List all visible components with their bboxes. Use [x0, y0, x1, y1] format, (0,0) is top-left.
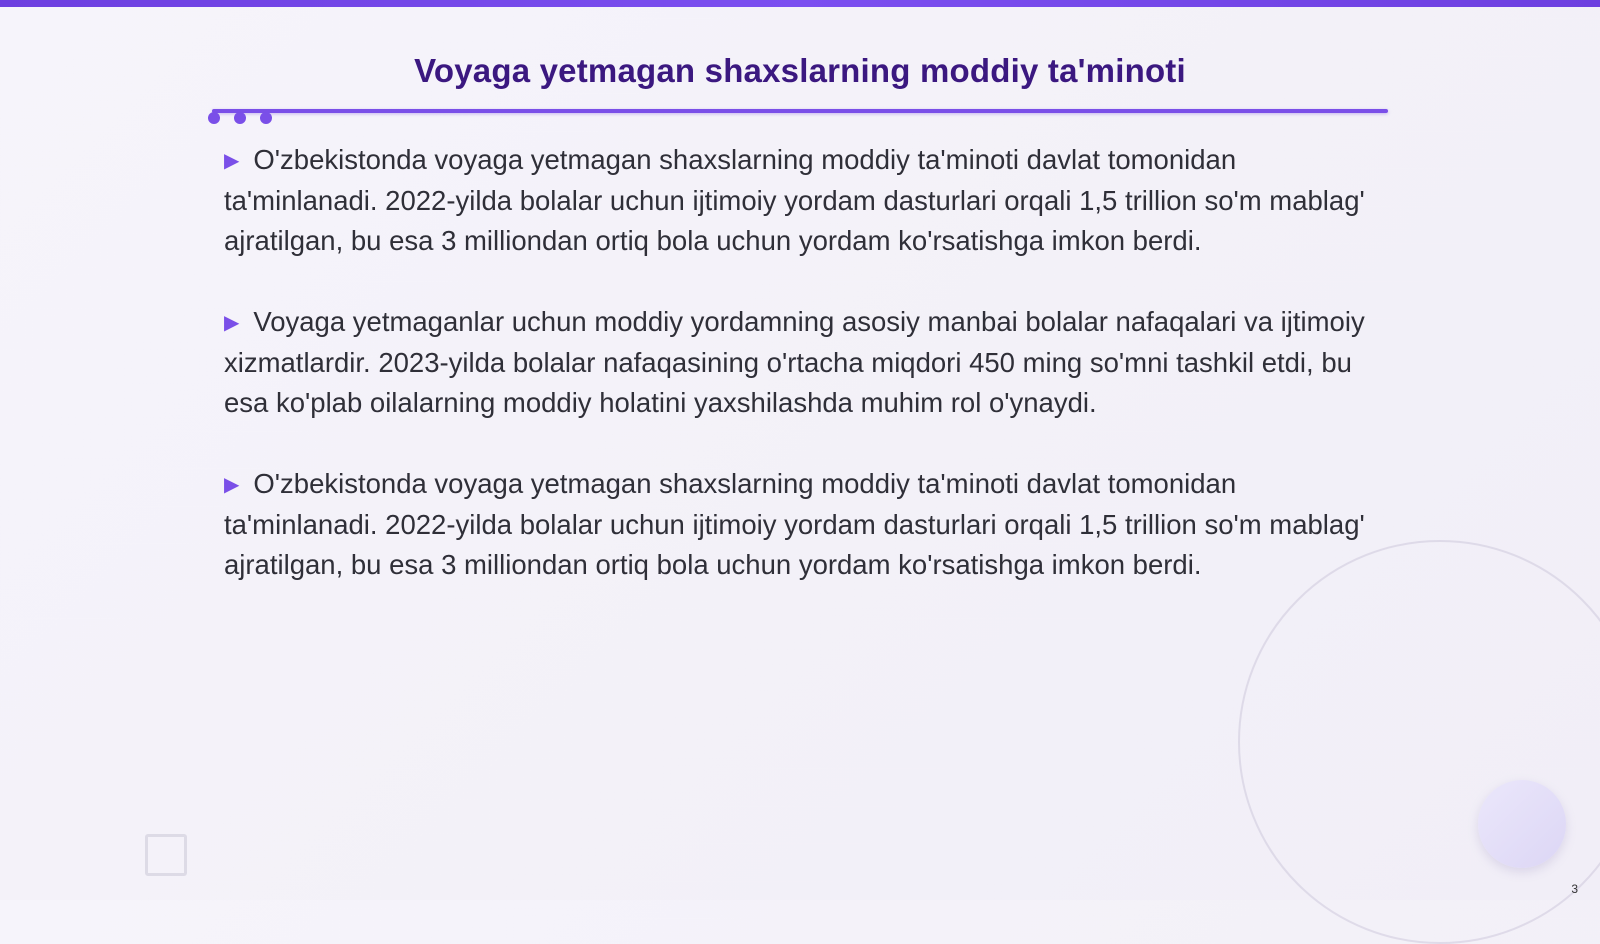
- bullet-text: O'zbekistonda voyaga yetmagan shaxslarning moddiy ta'minoti davlat tomonidan ta'minlanadi. 2022-yilda bolalar uchun ijtimoiy yordam dasturlari orqali 1,5 trillion so'm mablag' ajratilgan, bu esa 3 milliondan ortiq bola uchun yordam ko'rsatishga imkon berdi.: [224, 468, 1365, 580]
- decorative-circle: [1478, 780, 1566, 868]
- bullet-item: [224, 302, 1384, 423]
- decorative-square: [145, 834, 187, 876]
- decor-dot: [260, 112, 272, 124]
- bullet-item: [224, 140, 1384, 261]
- bullet-text: O'zbekistonda voyaga yetmagan shaxslarning moddiy ta'minoti davlat tomonidan ta'minlanadi. 2022-yilda bolalar uchun ijtimoiy yordam dasturlari orqali 1,5 trillion so'm mablag' ajratilgan, bu esa 3 milliondan ortiq bola uchun yordam ko'rsatishga imkon berdi.: [224, 144, 1365, 256]
- bullet-list: [224, 140, 1384, 626]
- decor-dot: [208, 112, 220, 124]
- title-underline: [212, 109, 1388, 113]
- bullet-text: Voyaga yetmaganlar uchun moddiy yordamning asosiy manbai bolalar nafaqalari va ijtimoiy xizmatlardir. 2023-yilda bolalar nafaqasining o'rtacha miqdori 450 ming so'mni tashkil etdi, bu esa ko'plab oilalarning moddiy holatini yaxshilashda muhim rol o'ynaydi.: [224, 306, 1365, 418]
- decor-dot: [234, 112, 246, 124]
- top-accent-bar: [0, 0, 1600, 7]
- triangle-bullet-icon: ▶: [224, 150, 240, 172]
- slide-title: Voyaga yetmagan shaxslarning moddiy ta'minoti: [414, 52, 1186, 89]
- bullet-item: [224, 464, 1384, 585]
- page-number: 3: [1571, 882, 1578, 896]
- triangle-bullet-icon: ▶: [224, 312, 240, 334]
- triangle-bullet-icon: ▶: [224, 474, 240, 496]
